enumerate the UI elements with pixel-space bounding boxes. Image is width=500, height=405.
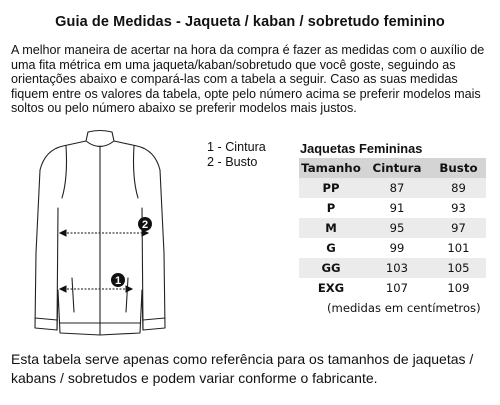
legend-item-bust: 2 - Busto — [207, 154, 258, 169]
waist-cell: 103 — [363, 258, 431, 278]
size-table — [299, 158, 486, 298]
table-row — [299, 178, 486, 198]
waist-marker — [111, 273, 125, 287]
waist-cell: 95 — [363, 218, 431, 238]
bust-marker — [138, 217, 152, 231]
header-waist: Cintura — [363, 158, 431, 178]
legend-item-waist: 1 - Cintura — [207, 140, 266, 154]
size-cell: G — [326, 241, 336, 255]
waist-cell: 107 — [385, 281, 409, 295]
table-row — [299, 218, 486, 238]
size-cell: EXG — [317, 281, 345, 295]
bust-marker-label: 2 — [141, 219, 149, 231]
bust-cell: 105 — [431, 258, 486, 278]
bust-cell: 97 — [431, 218, 486, 238]
measurement-legend — [207, 140, 266, 169]
units-note: (medidas em centímetros) — [327, 301, 481, 315]
waist-cell: 99 — [389, 241, 405, 255]
table-row — [299, 198, 486, 218]
size-cell: PP — [299, 178, 363, 198]
size-cell: GG — [299, 258, 363, 278]
waist-cell: 91 — [389, 201, 405, 215]
intro-paragraph: A melhor maneira de acertar na hora da compra é fazer as medidas com o auxílio de uma fita métrica em uma jaqueta/kaban/sobretudo que você goste, seguindo as orientações abaixo e compará-las com a tabela a seguir. Caso as suas medidas fiquem entre os valores da tabela, opte pelo número acima se preferir modelos mais soltos ou pelo número abaixo se preferir modelos mais justos. — [11, 43, 485, 116]
waist-marker-label: 1 — [114, 275, 122, 287]
header-bust: Busto — [431, 158, 486, 178]
waist-cell: 87 — [363, 178, 431, 198]
size-table-title: Jaquetas Femininas — [300, 141, 423, 156]
table-row — [299, 238, 486, 258]
jacket-diagram — [0, 128, 200, 343]
bust-cell: 93 — [451, 201, 466, 215]
footer-note: Esta tabela serve apenas como referência para os tamanhos de jaquetas / kabans / sobretudos e podem variar conforme o fabricante. — [11, 351, 474, 386]
bust-cell: 89 — [431, 178, 486, 198]
size-table-header — [299, 158, 486, 178]
table-row — [299, 258, 486, 278]
bust-cell: 101 — [447, 241, 470, 255]
bust-cell: 109 — [447, 281, 470, 295]
size-cell: M — [299, 218, 363, 238]
table-row — [299, 278, 486, 298]
page-title: Guia de Medidas - Jaqueta / kaban / sobretudo feminino — [55, 14, 445, 30]
size-cell: P — [326, 201, 336, 215]
header-size: Tamanho — [299, 158, 363, 178]
